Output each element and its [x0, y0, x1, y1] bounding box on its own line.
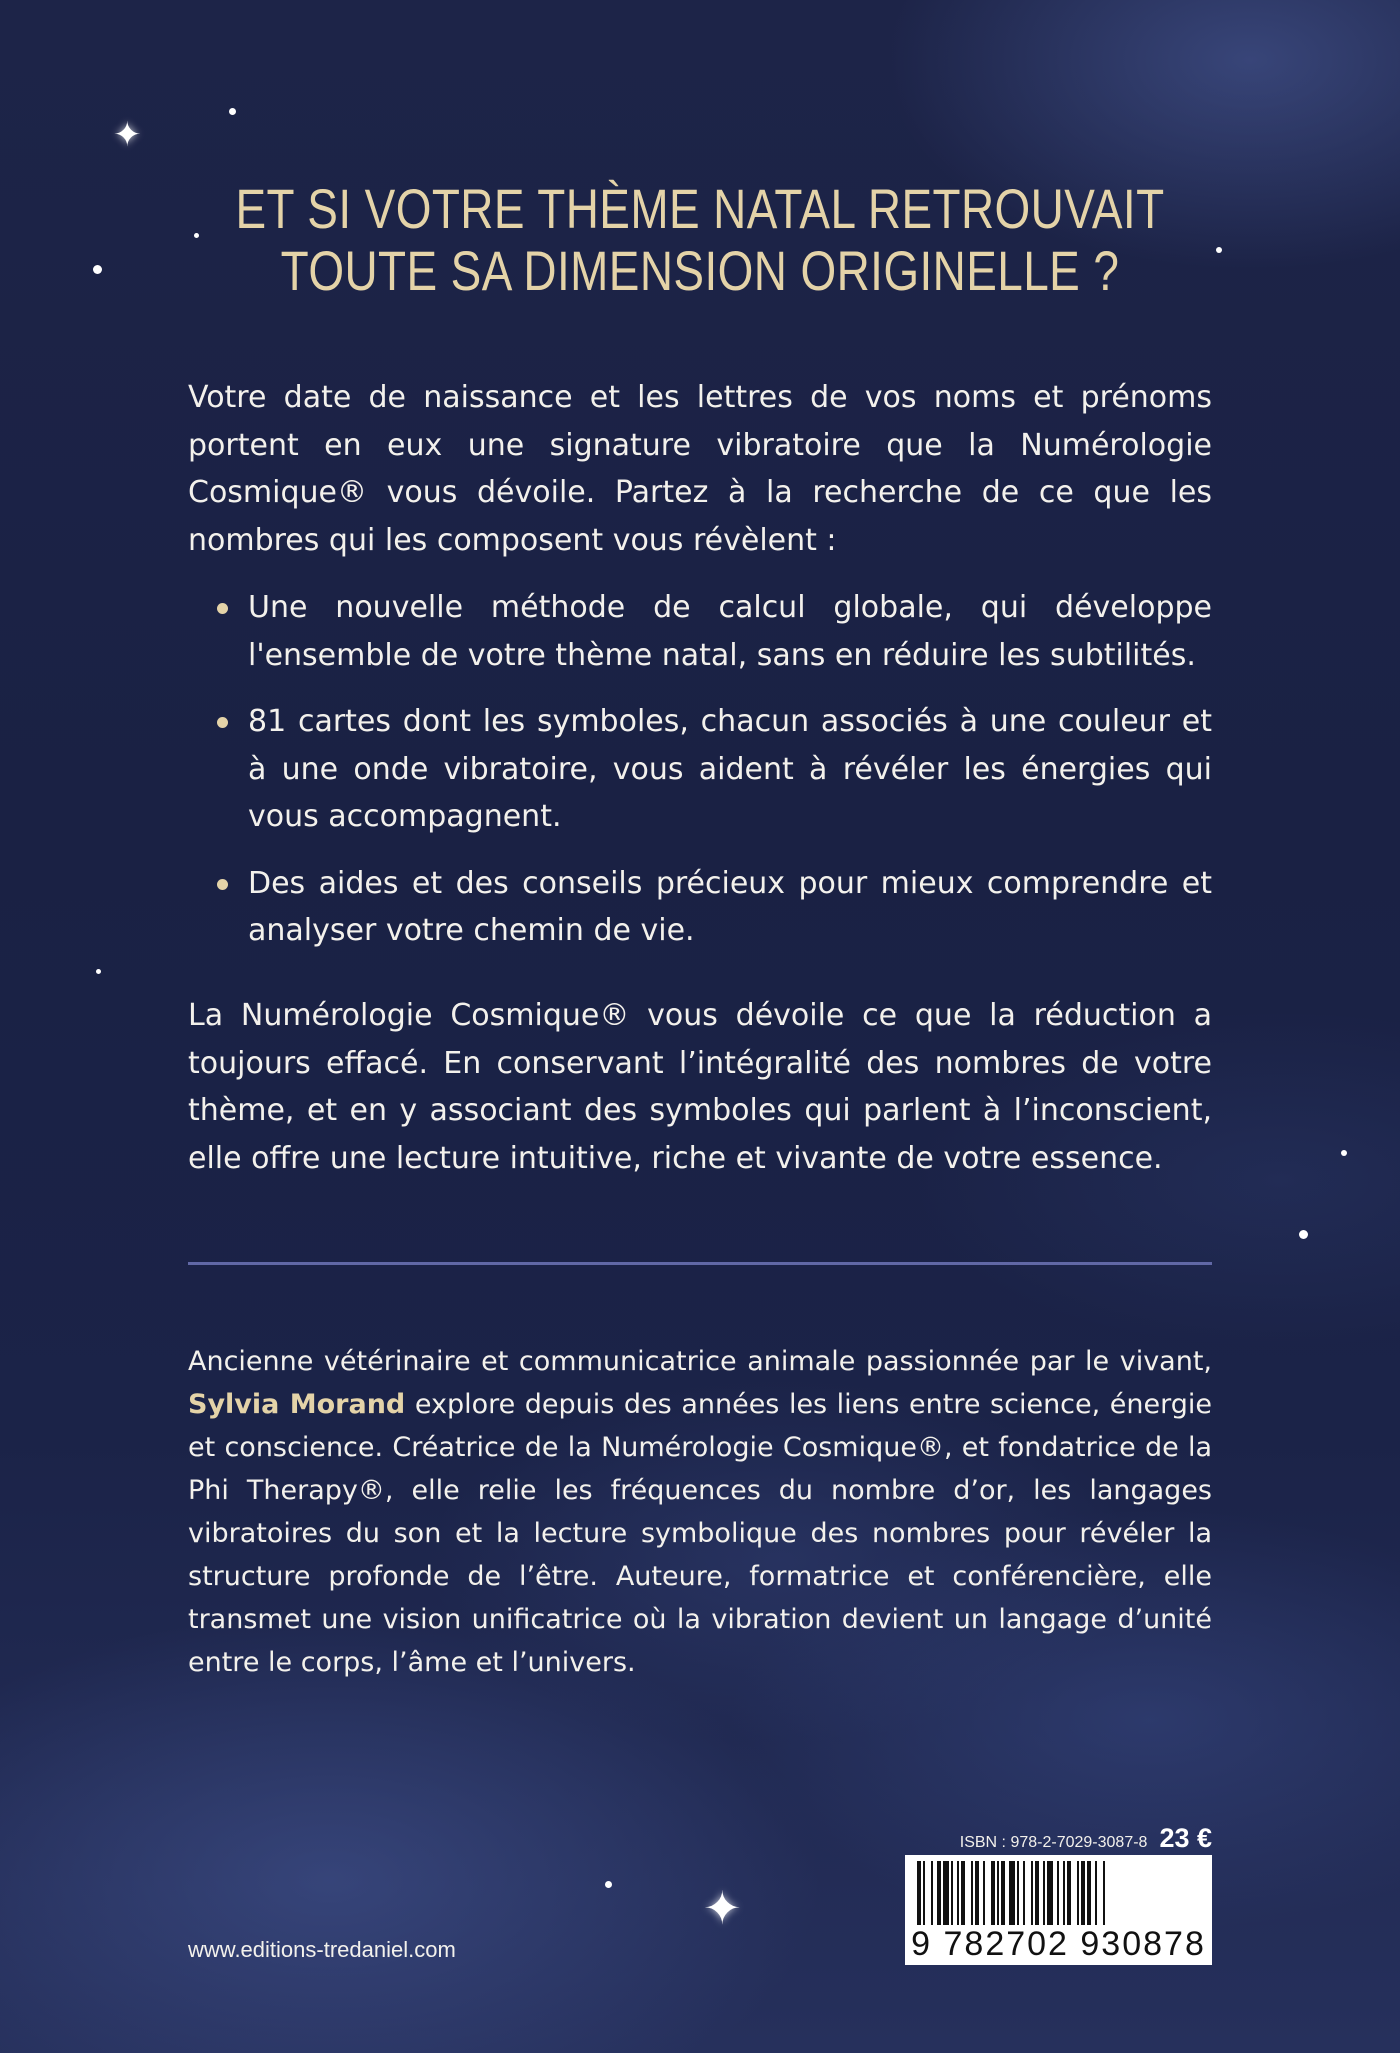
barcode-bar [961, 1861, 965, 1925]
barcode-bar [971, 1861, 973, 1925]
outro-paragraph: La Numérologie Cosmique® vous dévoile ce que la réduction a toujours effacé. En conservant l’intégralité des nombres de votre thème, et en y associant des symboles qui parlent à l’inconscient, elle offre une lecture intuitive, riche et vivante de votre essence. [188, 998, 1212, 1176]
barcode-bar [917, 1861, 921, 1925]
barcode-bar [957, 1861, 959, 1925]
list-item-text: 81 cartes dont les symboles, chacun associés à une couleur et à une onde vibratoire, vous aident à révéler les énergies qui vous accompagnent. [248, 704, 1212, 834]
barcode-bar [931, 1861, 933, 1925]
bio-text-before: Ancienne vétérinaire et communicatrice animale passionnée par le vivant, [188, 1346, 1212, 1377]
bullet-dot-icon [217, 717, 228, 728]
bullet-dot-icon [217, 603, 228, 614]
author-bio [188, 1340, 1212, 1684]
barcode-bar [983, 1861, 985, 1925]
barcode-bar [1035, 1861, 1039, 1925]
title-line-2: TOUTE SA DIMENSION ORIGINELLE ? [280, 239, 1120, 302]
star-dot-icon [93, 265, 102, 274]
barcode-bar [1043, 1861, 1045, 1925]
barcode-bar [991, 1861, 995, 1925]
barcode-bar [1001, 1861, 1005, 1925]
barcode-bar [1047, 1861, 1053, 1925]
barcode-bar [943, 1861, 949, 1925]
barcode-bar [1077, 1861, 1079, 1925]
barcode-bar [937, 1861, 941, 1925]
bullet-dot-icon [217, 879, 228, 890]
isbn-label: ISBN : 978-2-7029-3087-8 [959, 1834, 1148, 1851]
author-name: Sylvia Morand [188, 1389, 406, 1420]
star-dot-icon [229, 108, 236, 115]
barcode-bar [1023, 1861, 1025, 1925]
list-item-text: Des aides et des conseils précieux pour mieux comprendre et analyser votre chemin de vie. [248, 865, 1212, 948]
barcode-bar [1095, 1861, 1097, 1925]
barcode-bar [1087, 1861, 1091, 1925]
barcode-bar [951, 1861, 953, 1925]
star-dot-icon [96, 969, 101, 974]
sparkle-star-icon: ✦ [703, 1881, 742, 1935]
barcode-bar [1009, 1861, 1015, 1925]
barcode-bar [923, 1861, 925, 1925]
price-label: 23 € [1159, 1823, 1212, 1853]
page-title [126, 178, 1274, 302]
barcode-digits: 9 782702 930878 [911, 1925, 1206, 1963]
intro-paragraph: Votre date de naissance et les lettres de vos noms et prénoms portent en eux une signature vibratoire que la Numérologie Cosmique® vous dévoile. Partez à la recherche de ce que les nombres qui les composent vous révèlent : [188, 380, 1212, 558]
bio-text-after: explore depuis des années les liens entre science, énergie et conscience. Créatrice de la Numérologie Cosmique®, et fondatrice de la Phi Therapy®, elle relie les fréquences du nombre d’or, les langages vibratoires du son et la lecture symbolique des nombres pour révéler la structure profonde de l’être. Auteure, formatrice et conférencière, elle transmet une vision unificatrice où la vibration devient un langage d’unité entre le corps, l’âme et l’univers. [188, 1389, 1212, 1678]
star-dot-icon [605, 1881, 612, 1888]
barcode-bar [997, 1861, 999, 1925]
list-item [188, 584, 1212, 679]
barcode-bar [1057, 1861, 1059, 1925]
barcode-bar [1103, 1861, 1105, 1925]
list-item [188, 698, 1212, 841]
section-divider [188, 1262, 1212, 1265]
title-line-1: ET SI VOTRE THÈME NATAL RETROUVAIT [235, 177, 1165, 240]
isbn-price-row [900, 1823, 1212, 1854]
barcode-bar [1081, 1861, 1085, 1925]
barcode-bar [1031, 1861, 1033, 1925]
barcode-bar [1017, 1861, 1019, 1925]
barcode-bar [1067, 1861, 1071, 1925]
star-dot-icon [1299, 1230, 1308, 1239]
barcode-bar [1063, 1861, 1065, 1925]
star-dot-icon [1341, 1150, 1347, 1156]
feature-list [188, 584, 1212, 974]
list-item [188, 860, 1212, 955]
barcode [905, 1855, 1212, 1965]
list-item-text: Une nouvelle méthode de calcul globale, qui développe l'ensemble de votre thème natal, sans en réduire les subtilités. [248, 590, 1212, 673]
sparkle-star-icon: ✦ [113, 115, 142, 155]
publisher-website: www.editions-tredaniel.com [188, 1937, 456, 1962]
barcode-bar [975, 1861, 979, 1925]
barcode-bars-icon [905, 1855, 1212, 1929]
